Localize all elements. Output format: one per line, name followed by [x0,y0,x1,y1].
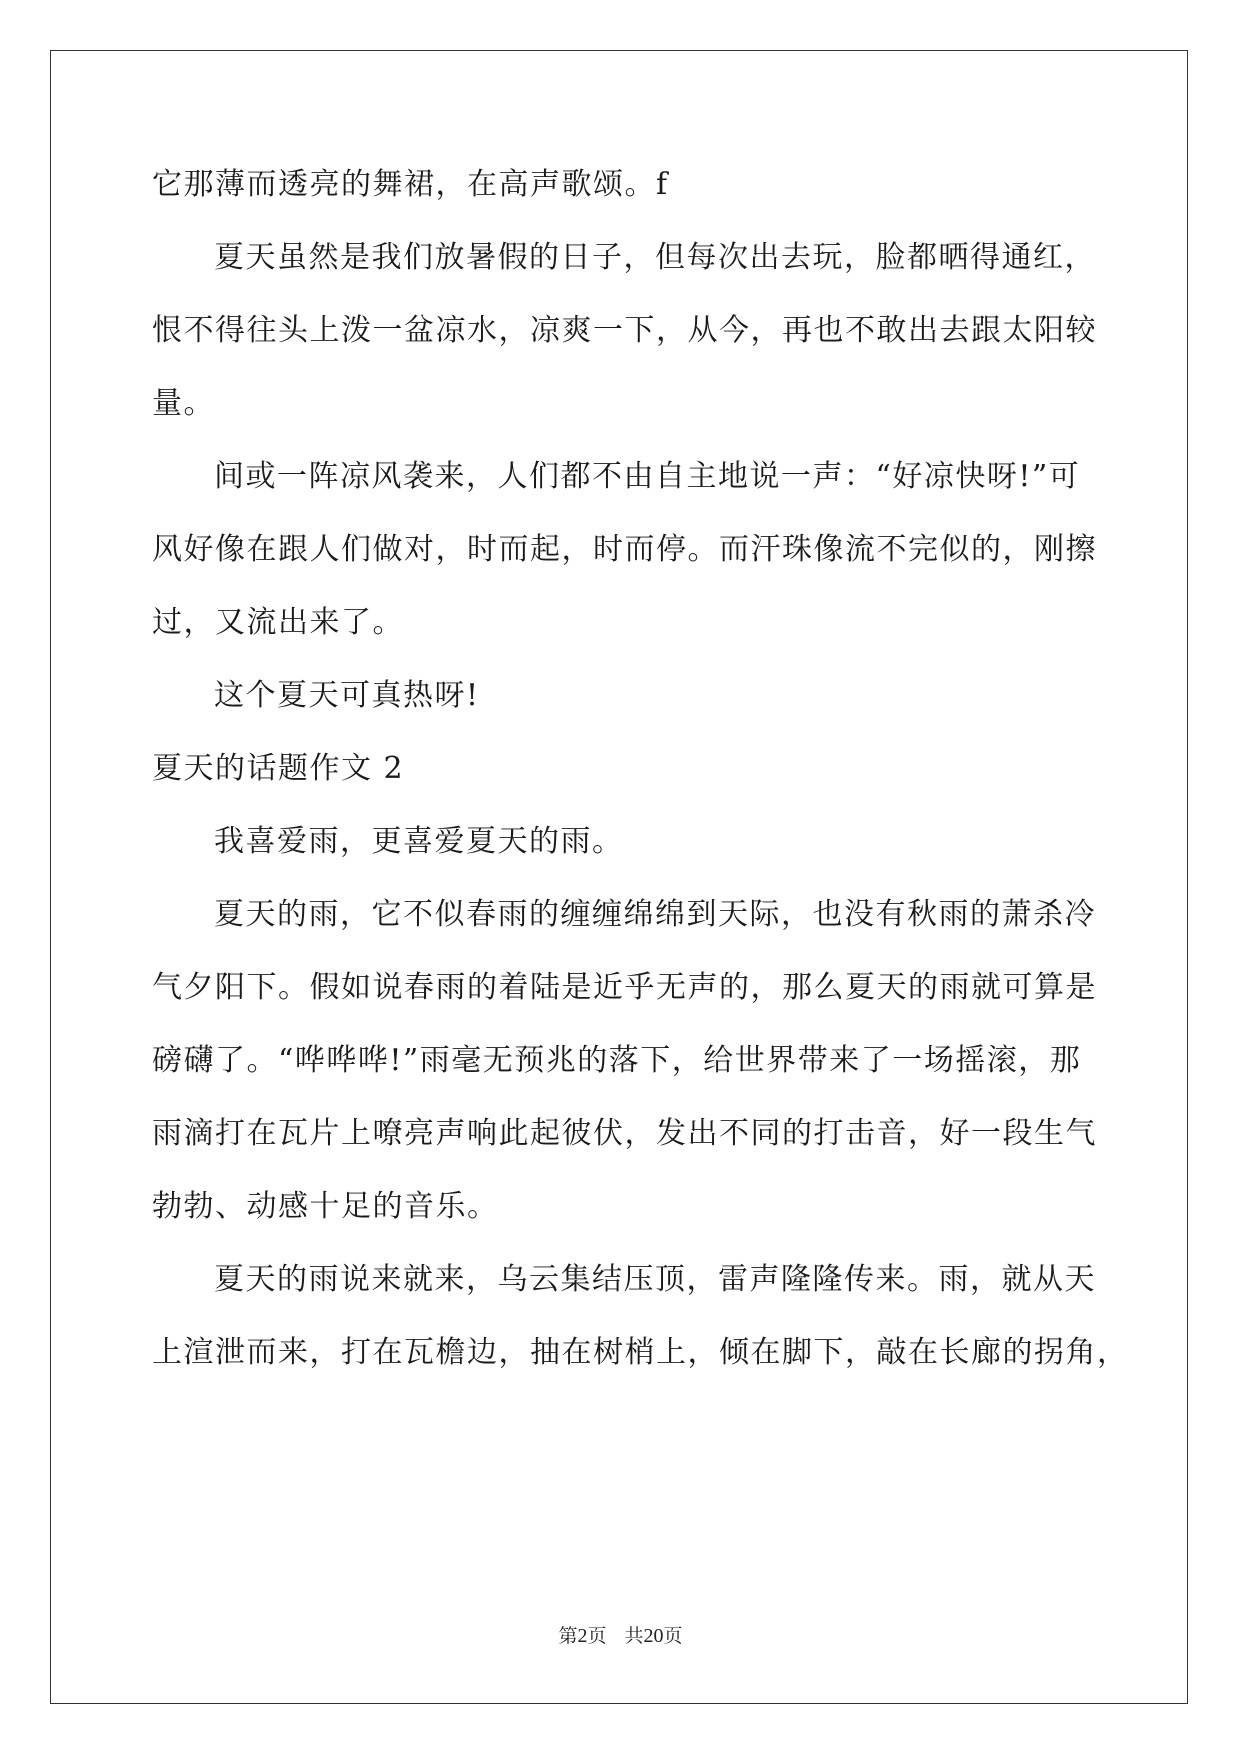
text-line: 量。 [152,386,215,421]
total-pages: 20 [643,1625,664,1647]
page-prefix: 第 [558,1625,578,1647]
paragraph-line: 间或一阵凉风袭来，人们都不由自主地说一声：“好凉快呀!”可 [214,459,1081,494]
text-line: 风好像在跟人们做对，时而起，时而停。而汗珠像流不完似的，刚擦 [152,532,1097,567]
text-line: 上渲泄而来，打在瓦檐边，抽在树梢上，倾在脚下，敲在长廊的拐角， [152,1335,1129,1370]
page-suffix: 页 [587,1625,607,1647]
page-border [50,50,1188,1704]
total-prefix: 共 [624,1625,644,1647]
section-heading: 夏天的话题作文 2 [152,751,405,786]
page-number: 2 [577,1625,588,1647]
total-pages-indicator [625,1625,683,1647]
paragraph-line: 这个夏天可真热呀! [214,678,480,713]
total-suffix: 页 [663,1625,683,1647]
text-line: 恨不得往头上泼一盆凉水，凉爽一下，从今，再也不敢出去跟太阳较 [152,313,1097,348]
paragraph-line: 夏天的雨，它不似春雨的缠缠绵绵到天际，也没有秋雨的萧杀冷 [214,897,1096,932]
text-line: 雨滴打在瓦片上嘹亮声响此起彼伏，发出不同的打击音，好一段生气 [152,1116,1097,1151]
paragraph-line: 夏天虽然是我们放暑假的日子，但每次出去玩，脸都晒得通红， [214,240,1096,275]
paragraph-line: 夏天的雨说来就来，乌云集结压顶，雷声隆隆传来。雨，就从天 [214,1262,1096,1297]
paragraph-line: 我喜爱雨，更喜爱夏天的雨。 [214,824,624,859]
page-footer [0,1624,1241,1648]
text-line: 勃勃、动感十足的音乐。 [152,1189,499,1224]
text-line: 它那薄而透亮的舞裙，在高声歌颂。f [152,167,669,202]
page-indicator [558,1625,606,1647]
text-line: 磅礴了。“哗哗哗!”雨毫无预兆的落下，给世界带来了一场摇滚，那 [152,1043,1082,1078]
text-line: 气夕阳下。假如说春雨的着陆是近乎无声的，那么夏天的雨就可算是 [152,970,1097,1005]
text-line: 过，又流出来了。 [152,605,404,640]
